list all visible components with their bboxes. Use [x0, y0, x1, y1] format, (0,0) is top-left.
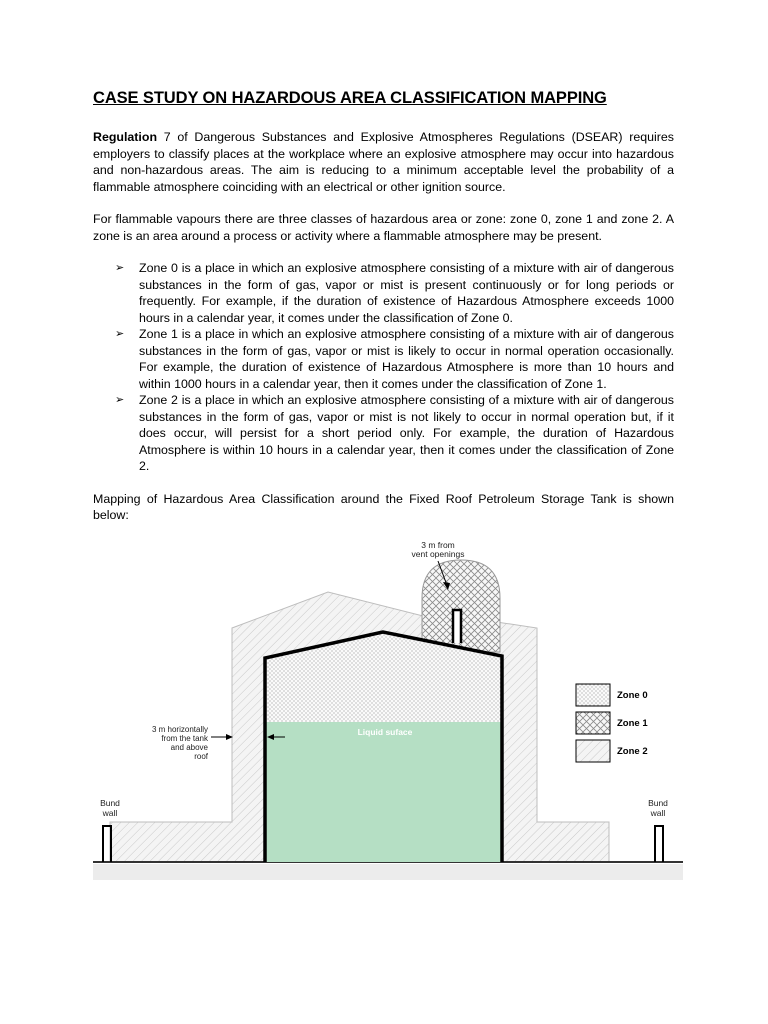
- zones-intro-paragraph: For flammable vapours there are three classes of hazardous area or zone: zone 0, zone 1 and zone 2. A zone is an area around a process or activity where a flammable atmosphere may be present.: [93, 212, 674, 243]
- intro-bold-word: Regulation: [93, 130, 158, 144]
- legend-label-zone-1: Zone 1: [617, 718, 648, 729]
- bullet-arrow-icon: ➢: [115, 328, 125, 340]
- list-item-text: Zone 1 is a place in which an explosive atmosphere consisting of a mixture with air of dangerous substances in the form of gas, vapor or mist is likely to occur in normal operation occasionally. For example, the duration of existence of Hazardous Atmosphere is more than 10 hours and within 1000 hours in a calendar year, then it comes under the classification of Zone 1.: [139, 327, 674, 391]
- liquid-surface-label: Liquid suface: [357, 727, 413, 737]
- bund-label-left-line1: Bund: [100, 798, 120, 808]
- ground-shadow: [93, 864, 683, 880]
- bullet-arrow-icon: ➢: [115, 262, 125, 274]
- intro-text: 7 of Dangerous Substances and Explosive Atmospheres Regulations (DSEAR) requires employers to classify places at the workplace where an explosive atmosphere may occur into hazardous and non-hazardous areas. The aim is reducing to a minimum acceptable level the probability of a flammable atmosphere coinciding with an electrical or other ignition source.: [93, 130, 674, 194]
- legend-swatch-zone-1: [576, 712, 610, 734]
- legend-swatch-zone-0: [576, 684, 610, 706]
- zone-definition-list: [93, 260, 674, 475]
- vent-pipe: [453, 610, 461, 643]
- document-title: CASE STUDY ON HAZARDOUS AREA CLASSIFICATION MAPPING: [93, 89, 607, 107]
- legend-swatch-zone-2: [576, 740, 610, 762]
- bund-wall-right: [655, 826, 663, 862]
- horizontal-label-line3: and above: [170, 743, 208, 752]
- bund-label-right-line1: Bund: [648, 798, 668, 808]
- vent-label-line1: 3 m from: [421, 540, 455, 550]
- intro-paragraph: [93, 129, 674, 195]
- bullet-arrow-icon: ➢: [115, 394, 125, 406]
- document-page: [93, 88, 674, 524]
- legend-label-zone-2: Zone 2: [617, 746, 648, 757]
- list-item-text: Zone 2 is a place in which an explosive atmosphere consisting of a mixture with air of dangerous substances in the form of gas, vapor or mist is not likely to occur in normal operation but, if it does occur, will persist for a short period only. For example, the duration of Hazardous Atmosphere is within 10 hours in a calendar year, then it comes under the classification of Zone 2.: [139, 393, 674, 473]
- horizontal-label-line4: roof: [194, 752, 208, 761]
- hazardous-area-diagram: [93, 536, 693, 898]
- bund-label-right-line2: wall: [650, 808, 666, 818]
- legend-label-zone-0: Zone 0: [617, 690, 648, 701]
- bund-label-left-line2: wall: [102, 808, 118, 818]
- vent-label-line2: vent openings: [411, 549, 465, 559]
- liquid-region: [265, 722, 502, 862]
- list-item-zone-0: [115, 260, 674, 326]
- list-item-zone-1: [115, 326, 674, 392]
- horizontal-label-line1: 3 m horizontally: [151, 725, 208, 734]
- list-item-zone-2: [115, 392, 674, 475]
- horizontal-label-line2: from the tank: [161, 734, 208, 743]
- list-item-text: Zone 0 is a place in which an explosive atmosphere consisting of a mixture with air of dangerous substances in the form of gas, vapor or mist is present continuously or for long periods or frequently. For example, if the duration of existence of Hazardous Atmosphere exceeds 1000 hours in a calendar year, it comes under the classification of Zone 0.: [139, 261, 674, 325]
- mapping-paragraph: Mapping of Hazardous Area Classification around the Fixed Roof Petroleum Storage Tank is shown below:: [93, 491, 674, 522]
